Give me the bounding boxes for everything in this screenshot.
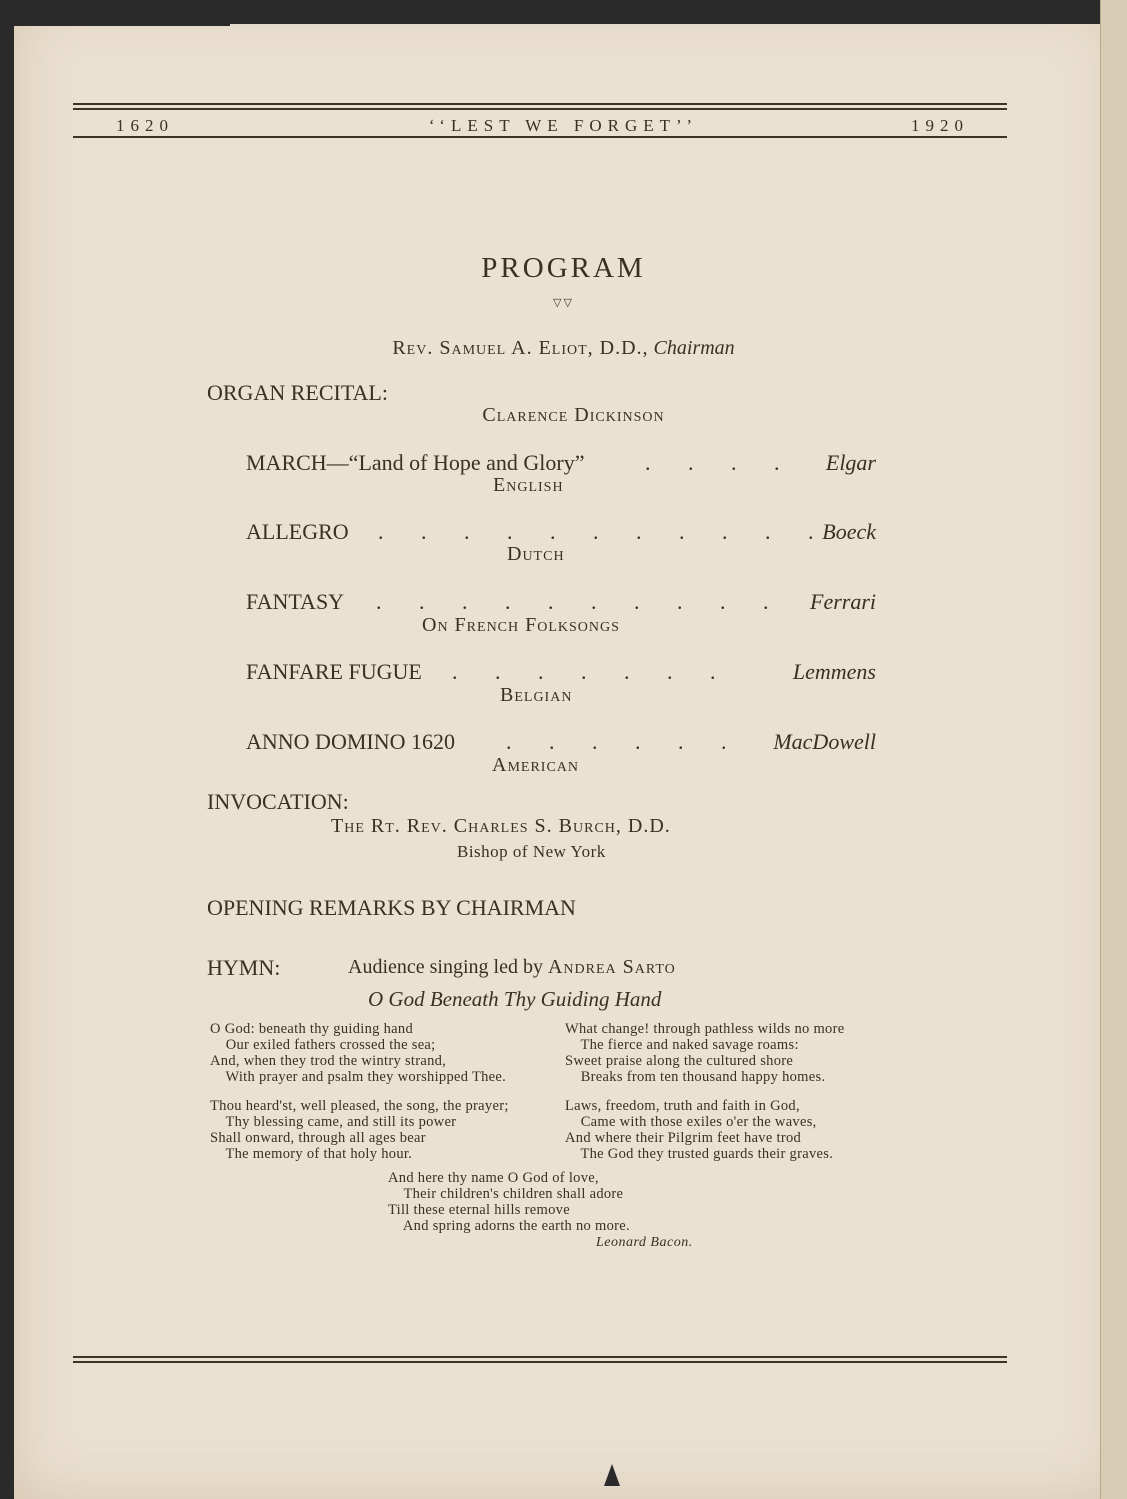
piece-composer: Ferrari: [810, 589, 876, 614]
torn-edge: [0, 0, 230, 26]
footer-rule-top: [73, 1356, 1007, 1358]
invocation-name: The Rt. Rev. Charles S. Burch, D.D.: [331, 815, 671, 837]
piece-origin: Belgian: [500, 684, 573, 706]
piece-title: FANTASY: [246, 589, 345, 614]
piece-composer: Elgar: [825, 450, 876, 475]
piece-origin: Dutch: [507, 543, 565, 565]
piece-composer: Lemmens: [792, 659, 876, 684]
opening-remarks-heading: OPENING REMARKS BY CHAIRMAN: [207, 895, 576, 920]
piece-title: ALLEGRO: [246, 519, 349, 544]
piece-origin: On French Folksongs: [422, 614, 620, 636]
hymn-title: O God Beneath Thy Guiding Hand: [368, 987, 662, 1011]
header-year-left: 1620: [116, 116, 174, 135]
piece-leader: . . . . . . . . . .: [376, 589, 785, 614]
piece-origin: American: [492, 754, 580, 776]
piece-composer: MacDowell: [773, 729, 876, 754]
chairman-role: Chairman: [653, 337, 735, 359]
hymn-author: Leonard Bacon.: [596, 1235, 693, 1250]
organ-recital-heading: ORGAN RECITAL:: [207, 380, 388, 405]
hymn-led-by: [348, 956, 676, 979]
ornament: ▽▽: [553, 297, 574, 309]
hymn-stanza: Thou heard'st, well pleased, the song, the prayer; Thy blessing came, and still its power Shall onward, through all ages bear The memory of that holy hour.: [210, 1098, 509, 1162]
piece-title: FANFARE FUGUE: [246, 659, 422, 684]
chairman-name: Rev. Samuel A. Eliot, D.D.,: [392, 337, 649, 359]
piece-origin: English: [493, 474, 564, 496]
piece-leader: . . . . . .: [506, 729, 743, 754]
hymn-stanza: And here thy name O God of love, Their children's children shall adore Till these eternal hills remove And spring adorns the earth no more.: [388, 1170, 630, 1234]
hymn-led-by-prefix: Audience singing led by: [348, 956, 543, 978]
hymn-stanza: What change! through pathless wilds no more The fierce and naked savage roams: Sweet praise along the cultured shore Breaks from ten thousand happy homes.: [565, 1021, 845, 1085]
hymn-stanza: O God: beneath thy guiding hand Our exiled fathers crossed the sea; And, when they trod the wintry strand, With prayer and psalm they worshipped Thee.: [210, 1021, 507, 1085]
page-title: PROGRAM: [481, 252, 646, 284]
piece-title: MARCH—“Land of Hope and Glory”: [246, 450, 585, 475]
header-rule-bottom: [73, 136, 1007, 138]
piece-leader: . . . . . . . . . . .: [378, 519, 830, 544]
header-year-right: 1920: [911, 116, 969, 135]
piece-leader: . . . . . . .: [452, 659, 732, 684]
footer-rule-bottom: [73, 1361, 1007, 1363]
page-notch: [604, 1464, 620, 1486]
invocation-title: Bishop of New York: [457, 842, 606, 861]
hymn-leader-name: Andrea Sarto: [547, 956, 676, 978]
organist-name: Clarence Dickinson: [482, 404, 665, 426]
hymn-stanza: Laws, freedom, truth and faith in God, Came with those exiles o'er the waves, And where their Pilgrim feet have trod The God they trusted guards their graves.: [565, 1098, 834, 1162]
header-motto: ‘‘LEST WE FORGET’’: [428, 116, 699, 135]
piece-title: ANNO DOMINO 1620: [246, 729, 455, 754]
piece-composer: Boeck: [822, 519, 876, 544]
header-rule-top: [73, 103, 1007, 105]
hymn-heading: HYMN:: [207, 955, 281, 980]
binding-edge: [1100, 0, 1127, 1499]
chairman-line: [0, 337, 1127, 360]
invocation-heading: INVOCATION:: [207, 789, 349, 814]
header-rule-top-2: [73, 108, 1007, 110]
piece-leader: . . . .: [645, 450, 796, 475]
